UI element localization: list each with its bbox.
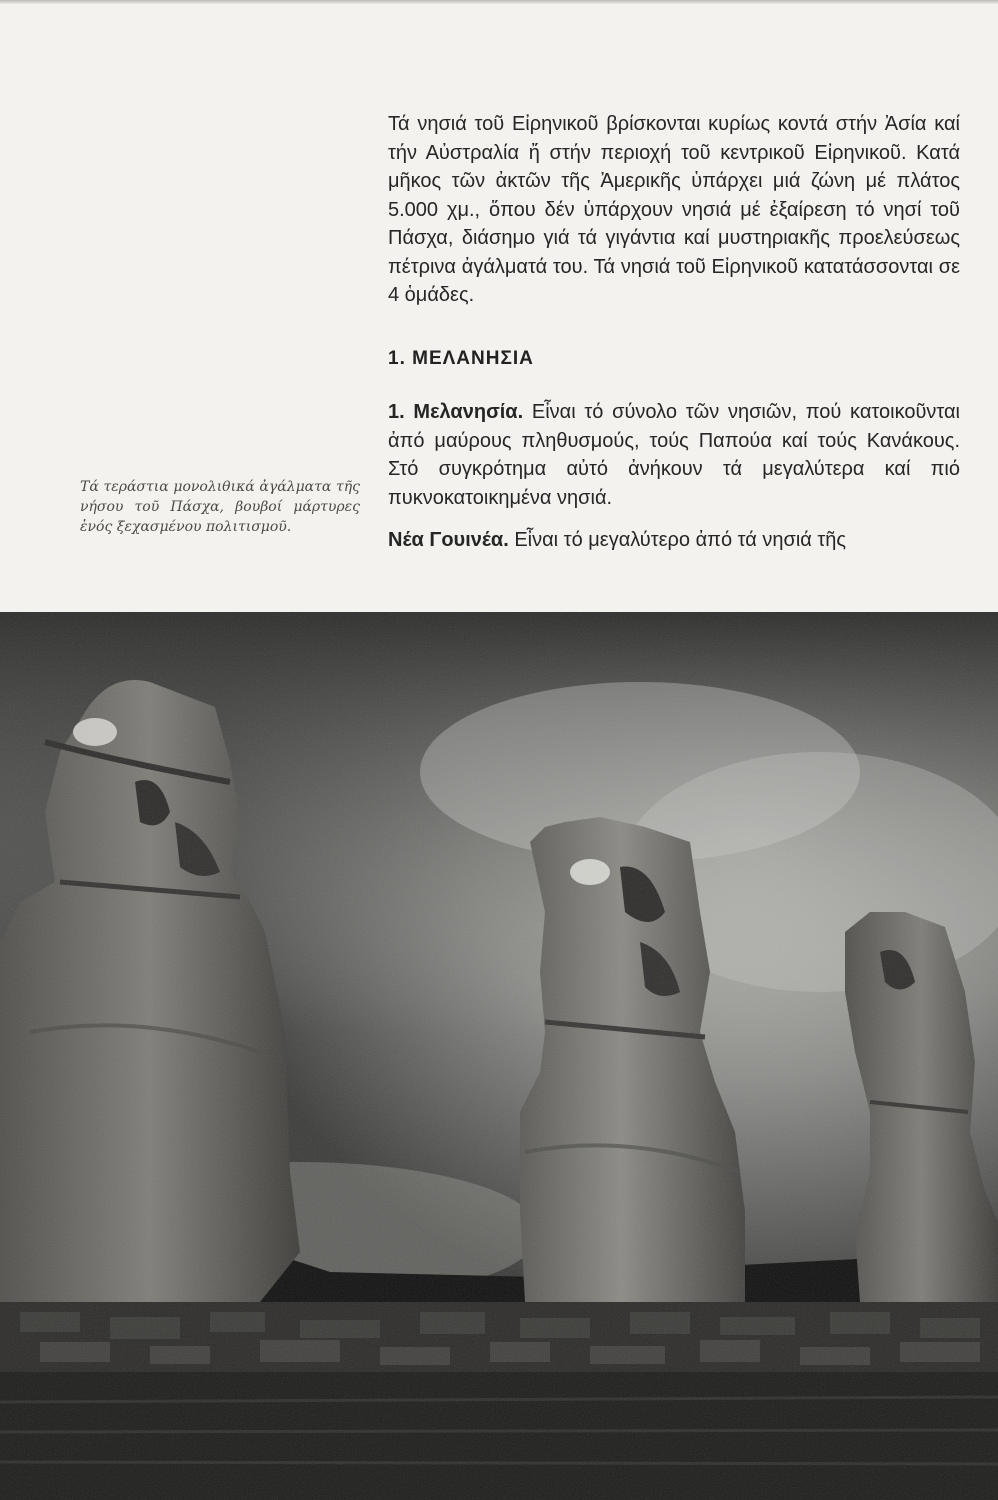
page-top-edge [0, 0, 998, 4]
photo-caption: Τά τεράστια μονολιθικά ἀγάλματα τῆς νήσου τοῦ Πάσχα, βουβοί μάρτυρες ἑνός ξεχασμένου πολιτισμοῦ. [80, 479, 360, 535]
new-guinea-text: Εἶναι τό μεγαλύτερο ἀπό τά νησιά τῆς [508, 529, 847, 551]
new-guinea-paragraph [388, 526, 960, 554]
new-guinea-lead: Νέα Γουινέα. [388, 529, 509, 551]
melanesia-text: Εἶναι τό σύνολο τῶν νησιῶν, πού κατοικοῦνται ἀπό μαύρους πληθυσμούς, τούς Παπούα καί τούς Κανάκους. Στό συγκρότημα αὐτό ἀνήκουν τά μεγαλύτερα καί πιό πυκνοκατοικημένα νησιά. [388, 401, 961, 509]
moai-photograph [0, 612, 998, 1500]
section-heading: 1. ΜΕΛΑΝΗΣΙΑ [388, 348, 534, 369]
melanesia-lead: 1. Μελανησία. [388, 401, 524, 423]
intro-paragraph: Τά νησιά τοῦ Εἰρηνικοῦ βρίσκονται κυρίως κοντά στήν Ἀσία καί τήν Αὐστραλία ἤ στήν περιοχή τοῦ κεντρικοῦ Εἰρηνικοῦ. Κατά μῆκος τῶν ἀκτῶν τῆς Ἀμερικῆς ὑπάρχει μιά ζώνη μέ πλάτος 5.000 χμ., ὅπου δέν ὑπάρχουν νησιά μέ ἐξαίρεση τό νησί τοῦ Πάσχα, διάσημο γιά τά γιγάντια καί μυστηριακῆς προελεύσεως πέτρινα ἀγάλματά του. Τά νησιά τοῦ Εἰρηνικοῦ κατατάσσονται σε 4 ὁμάδες. [388, 113, 960, 306]
melanesia-paragraph [388, 398, 960, 512]
